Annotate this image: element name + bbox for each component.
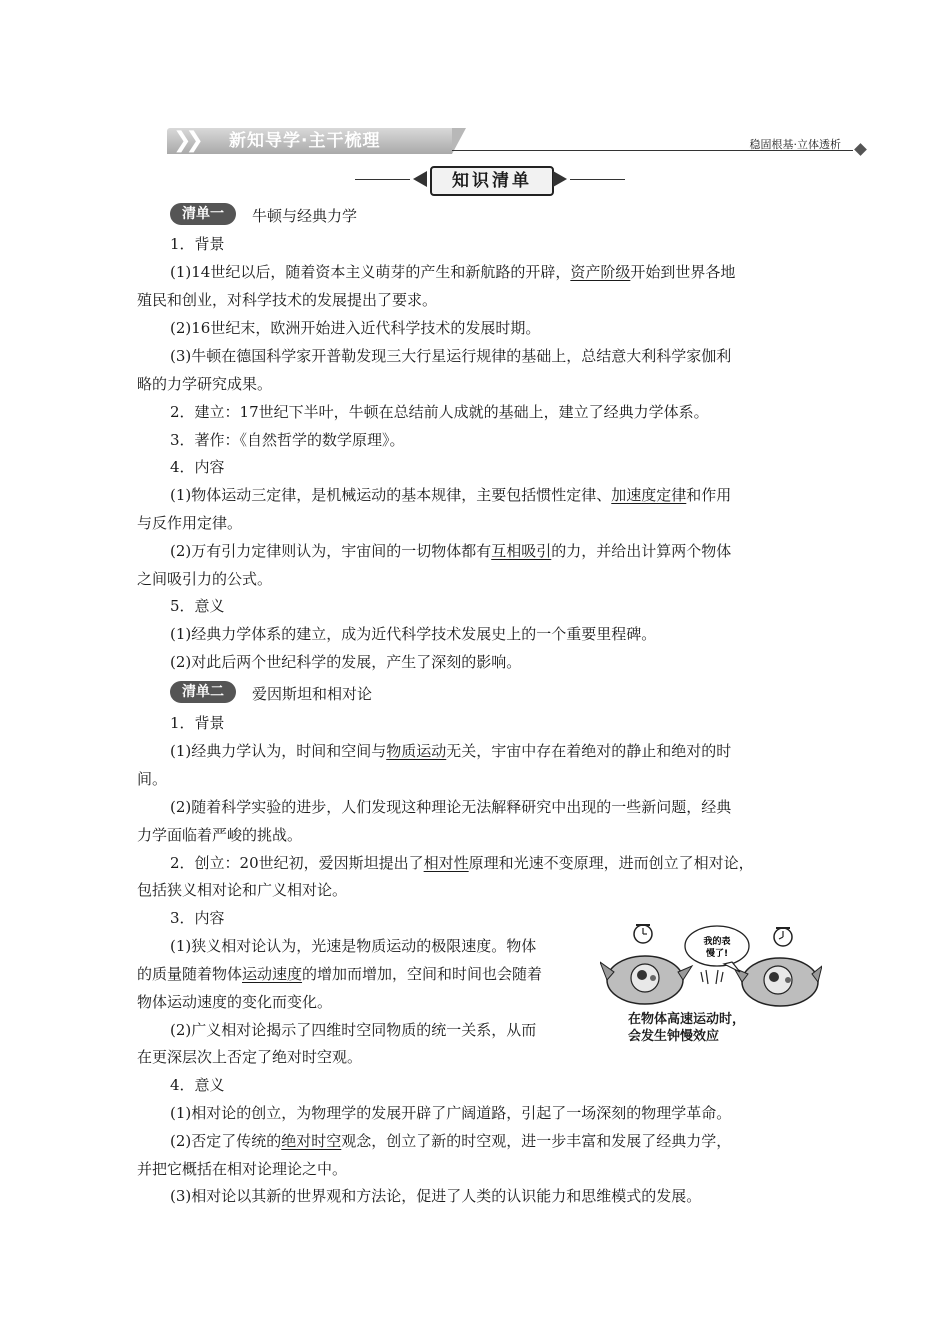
caption-line: 在物体高速运动时， [628,1012,746,1027]
heading-content: 4．内容 [170,458,225,476]
key-term: 绝对时空 [281,1132,342,1150]
heading-significance: 4．意义 [170,1076,225,1094]
paragraph: (2)否定了传统的绝对时空观念，创立了新的时空观，进一步丰富和发展了经典力学， [170,1132,732,1150]
spaceship-right-icon [734,958,822,1006]
paragraph: (3)牛顿在德国科学家开普勒发现三大行星运行规律的基础上，总结意大利科学家伽利 [170,347,732,365]
paragraph: (1)14世纪以后，随着资本主义萌芽的产生和新航路的开辟，资产阶级开始到世界各地 [170,263,736,281]
heading-works: 3．著作：《自然哲学的数学原理》。 [170,431,405,449]
triangle-right-icon [553,171,567,187]
key-term: 资产阶级 [570,263,631,281]
figure-caption [628,1011,745,1045]
paragraph: (1)物体运动三定律，是机械运动的基本规律，主要包括惯性定律、加速度定律和作用 [170,486,732,504]
banner-title: 新知导学·主干梳理 [229,131,381,151]
heading-rule-left [355,179,410,180]
heading-rule-right [570,179,625,180]
list-tag-1: 清单一 [170,203,236,225]
alarm-clock-icon [774,928,792,946]
banner-bar [167,128,452,154]
diamond-icon [854,143,867,156]
key-term: 运动速度 [242,965,303,983]
paragraph: (3)相对论以其新的世界观和方法论，促进了人类的认识能力和思维模式的发展。 [170,1187,702,1205]
paragraph-continued: 力学面临着严峻的挑战。 [137,826,303,844]
bubble-text-1: 我的表 [703,937,731,947]
paragraph-continued: 在更深层次上否定了绝对时空观。 [137,1048,363,1066]
paragraph: (2)随着科学实验的进步，人们发现这种理论无法解释研究中出现的一些新问题，经典 [170,798,732,816]
paragraph-continued: 的质量随着物体运动速度的增加而增加，空间和时间也会随着 [137,965,543,983]
heading-creation: 2．创立：20世纪初，爱因斯坦提出了相对性原理和光速不变原理，进而创立了相对论， [170,854,754,872]
spaceship-left-icon [600,956,692,1004]
key-term: 物质运动 [386,742,447,760]
paragraph: (1)经典力学体系的建立，成为近代科学技术发展史上的一个重要里程碑。 [170,625,657,643]
heading-content: 3．内容 [170,909,225,927]
paragraph: (1)相对论的创立，为物理学的发展开辟了广阔道路，引起了一场深刻的物理学革命。 [170,1104,732,1122]
list-title-2: 爱因斯坦和相对论 [252,685,373,703]
paragraph-continued: 间。 [137,770,168,788]
paragraph-continued: 略的力学研究成果。 [137,375,273,393]
paragraph: (1)经典力学认为，时间和空间与物质运动无关，宇宙中存在着绝对的静止和绝对的时 [170,742,732,760]
speech-bubble [685,926,749,972]
list-title-1: 牛顿与经典力学 [252,207,358,225]
paragraph: (2)对此后两个世纪科学的发展，产生了深刻的影响。 [170,653,522,671]
heading-establish: 2．建立：17世纪下半叶，牛顿在总结前人成就的基础上，建立了经典力学体系。 [170,403,709,421]
paragraph: (2)万有引力定律则认为，宇宙间的一切物体都有互相吸引的力，并给出计算两个物体 [170,542,732,560]
paragraph-continued: 之间吸引力的公式。 [137,570,273,588]
paragraph-continued: 并把它概括在相对论理论之中。 [137,1160,348,1178]
heading-significance: 5．意义 [170,597,225,615]
section-heading [355,166,625,194]
caption-line: 会发生钟慢效应 [628,1029,720,1044]
paragraph: (1)狭义相对论认为，光速是物质运动的极限速度。物体 [170,937,537,955]
paragraph: (2)16世纪末，欧洲开始进入近代科学技术的发展时期。 [170,319,541,337]
paragraph-continued: 殖民和创业，对科学技术的发展提出了要求。 [137,291,438,309]
triangle-left-icon [413,171,427,187]
paragraph-continued: 与反作用定律。 [137,514,243,532]
paragraph-continued: 物体运动速度的变化而变化。 [137,993,333,1011]
section-banner [167,128,867,156]
motion-lines [701,970,723,984]
key-term: 互相吸引 [491,542,552,560]
double-chevron-icon: ❯❯ [173,128,198,153]
heading-background: 1．背景 [170,714,225,732]
list-tag-2: 清单二 [170,681,236,703]
key-term: 相对性 [423,854,469,872]
paragraph-continued: 包括狭义相对论和广义相对论。 [137,881,348,899]
section-title: 知识清单 [430,166,554,196]
heading-background: 1．背景 [170,235,225,253]
alarm-clock-icon [634,925,652,943]
bubble-text-2: 慢了! [705,949,729,959]
key-term: 加速度定律 [611,486,687,504]
banner-right-text: 稳固根基·立体透析 [749,138,841,151]
paragraph: (2)广义相对论揭示了四维时空同物质的统一关系，从而 [170,1021,537,1039]
